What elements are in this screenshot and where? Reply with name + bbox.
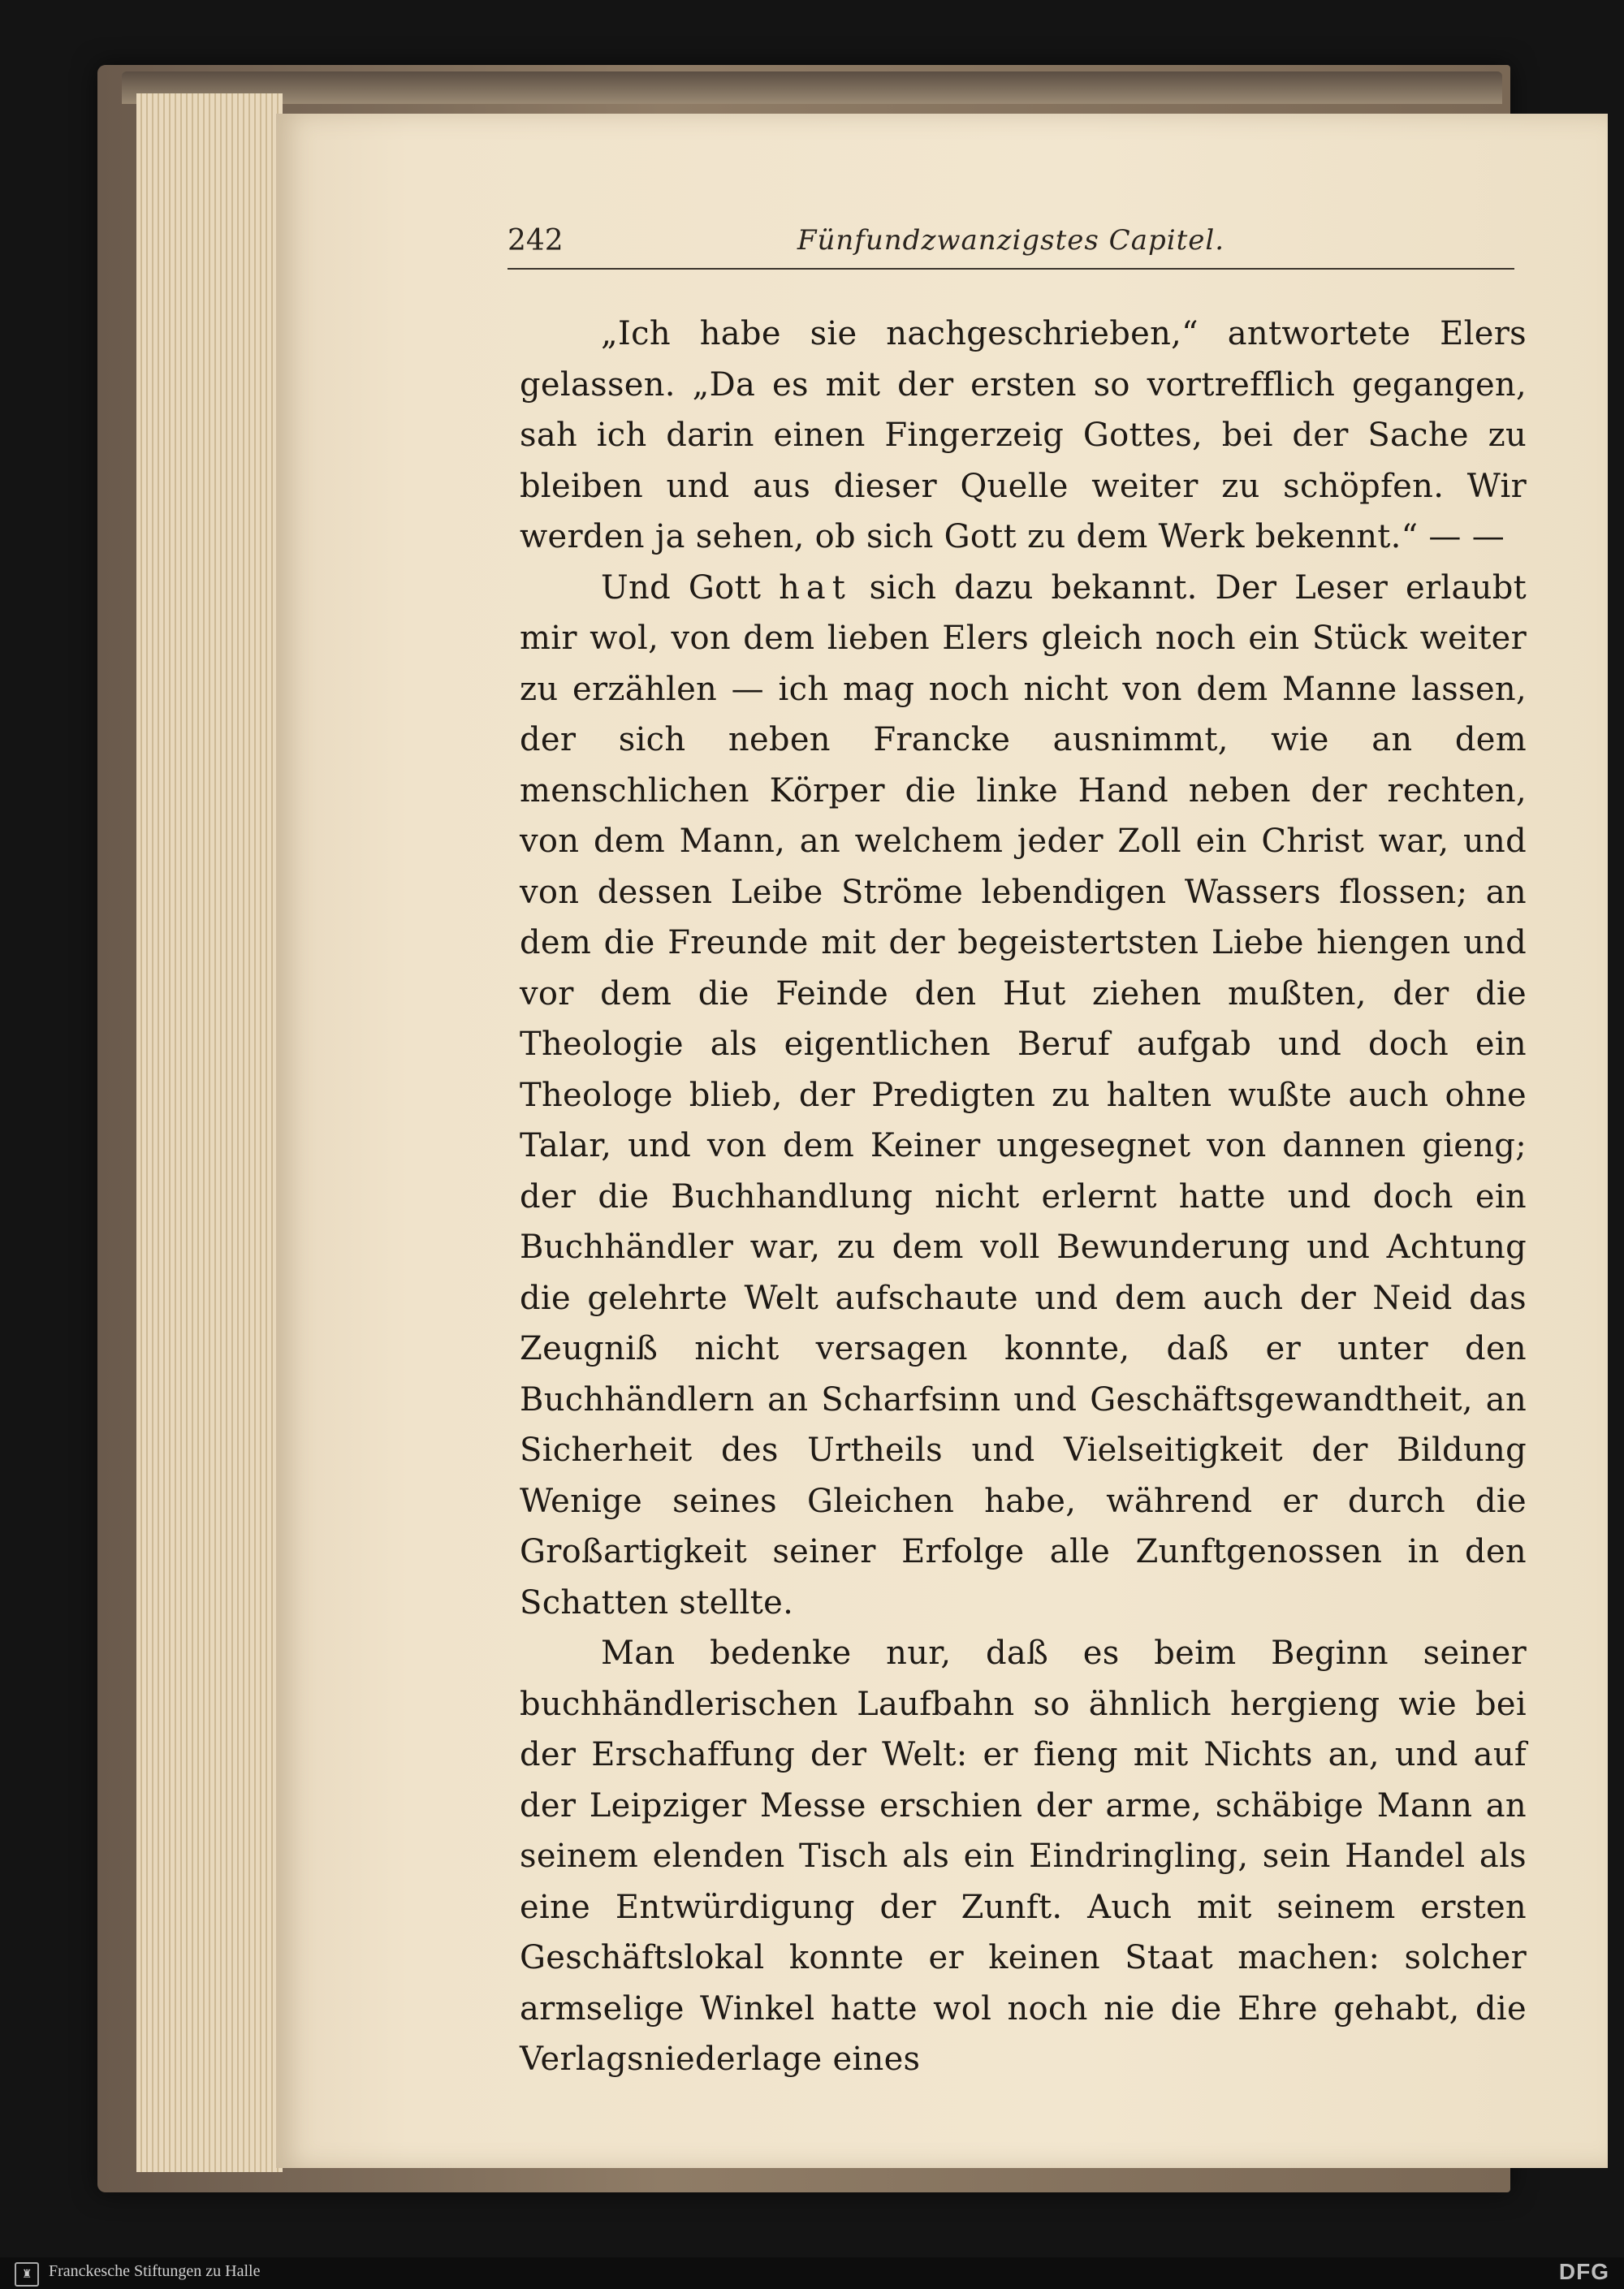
franckesche-stiftungen-logo-icon: ♜ [15,2262,39,2287]
dfg-logo: DFG [1558,2259,1609,2284]
paragraph-3: Man bedenke nur, daß es beim Beginn seiner buchhändlerischen Laufbahn so ähnlich hergieng wie bei der Erschaffung der Welt: er fieng mit Nichts an, und auf der Leipziger Messe erschien der arme, schäbige Mann an seinem elenden Tisch als ein Eindringling, sein Handel als eine Entwürdigung der Zunft. Auch mit seinem ersten Geschäftslokal konnte er keinen Staat machen: solcher armselige Winkel hatte wol noch nie die Ehre gehabt, die Verlagsniederlage eines [520,1635,1527,2078]
paragraph-2-after: sich dazu bekannt. Der Leser erlaubt mir wol, von dem lieben Elers gleich noch ein Stück weiter zu erzählen — ich mag noch nicht von dem Manne lassen, der sich neben Francke ausnimmt, wie an dem menschlichen Körper die linke Hand neben der rechten, von dem Mann, an welchem jeder Zoll ein Christ war, und von dessen Leibe Ströme lebendigen Wassers flossen; an dem die Freunde mit der begeistertsten Liebe hiengen und vor dem die Feinde den Hut ziehen mußten, der die Theologie als eigentlichen Beruf aufgab und doch ein Theologe blieb, der Predigten zu halten wußte auch ohne Talar, und von dem Keiner ungesegnet von dannen gieng; der die Buchhandlung nicht erlernt hatte und doch ein Buchhändler war, zu dem voll Bewunderung und Achtung die gelehrte Welt aufschaute und dem auch der Neid das Zeugniß nicht versagen konnte, daß er unter den Buchhändlern an Scharfsinn und Geschäftsgewandtheit, an Sicherheit des Urtheils und Vielseitigkeit der Bildung Wenige seines Gleichen habe, während er durch die Großartigkeit seiner Erfolge alle Zunftgenossen in den Schatten stellte. [520,568,1527,1622]
running-head: Fünfundzwanzigstes Capitel. [797,224,1225,257]
paragraph-1: „Ich habe sie nachgeschrieben,“ antwortete Elers gelassen. „Da es mit der ersten so vortrefflich gegangen, sah ich darin einen Fingerzeig Gottes, bei der Sache zu bleiben und aus dieser Quelle weiter zu schöpfen. Wir werden ja sehen, ob sich Gott zu dem Werk bekennt.“ — — [520,315,1527,555]
paragraph-2 [520,563,1527,1629]
emphasized-word: hat [779,568,852,607]
body-text [520,309,1527,2085]
page-stack-edges [136,93,283,2172]
page-header [508,219,1514,270]
paragraph-2-before: Und Gott [601,568,780,607]
footer-institution: Franckesche Stiftungen zu Halle [49,2262,261,2280]
book-top-edge [122,71,1502,104]
page-number: 242 [508,224,564,257]
